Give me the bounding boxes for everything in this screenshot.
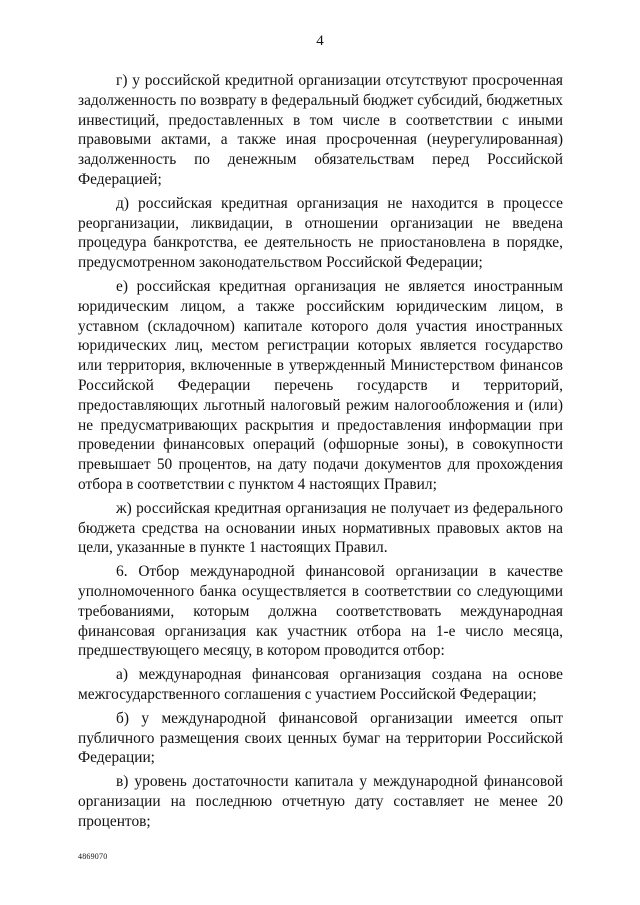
paragraph-zh: ж) российская кредитная организация не получает из федерального бюджета средства на основании иных нормативных правовых актов на цели, указанные в пункте 1 настоящих Правил.	[78, 499, 563, 557]
paragraph-v: в) уровень достаточности капитала у международной финансовой организации на последнюю отчетную дату составляет не менее 20 процентов;	[78, 773, 563, 830]
paragraph-e: е) российская кредитная организация не является иностранным юридическим лицом, а также российским юридическим лицом, в уставном (складочном) капитале которого доля участия иностранных юридических лиц, местом регистрации которых является государство или территория, включенные в утвержденный Министерством финансов Российской Федерации перечень государств и территорий, предоставляющих льготный налоговый режим налогообложения и (или) не предусматривающих раскрытия и предоставления информации при проведении финансовых операций (офшорные зоны), в совокупности превышает 50 процентов, на дату подачи документов для прохождения отбора в соответствии с пунктом 4 настоящих Правил;	[78, 277, 563, 493]
paragraph-a: а) международная финансовая организация создана на основе межгосударственного соглашения с участием Российской Федерации;	[78, 666, 563, 703]
page-number: 4	[316, 33, 324, 49]
paragraph-b: б) у международной финансовой организации имеется опыт публичного размещения своих ценных бумаг на территории Российской Федерации;	[78, 709, 563, 767]
paragraph-g: г) у российской кредитной организации отсутствуют просроченная задолженность по возврату в федеральный бюджет субсидий, бюджетных инвестиций, предоставленных в том числе в соответствии с иными правовыми актами, а также иная просроченная (неурегулированная) задолженность по денежным обязательствам перед Российской Федерацией;	[78, 72, 563, 188]
document-code: 4869070	[78, 852, 108, 861]
paragraph-d: д) российская кредитная организация не находится в процессе реорганизации, ликвидации, в отношении организации не введена процедура банкротства, ее деятельность не приостановлена в порядке, предусмотренном законодательством Российской Федерации;	[78, 194, 563, 272]
paragraph-6: 6. Отбор международной финансовой организации в качестве уполномоченного банка осуществляется в соответствии со следующими требованиями, которым должна соответствовать международная финансовая организация как участник отбора на 1-е число месяца, предшествующего месяцу, в котором проводится отбор:	[78, 563, 563, 660]
document-body	[78, 71, 563, 835]
